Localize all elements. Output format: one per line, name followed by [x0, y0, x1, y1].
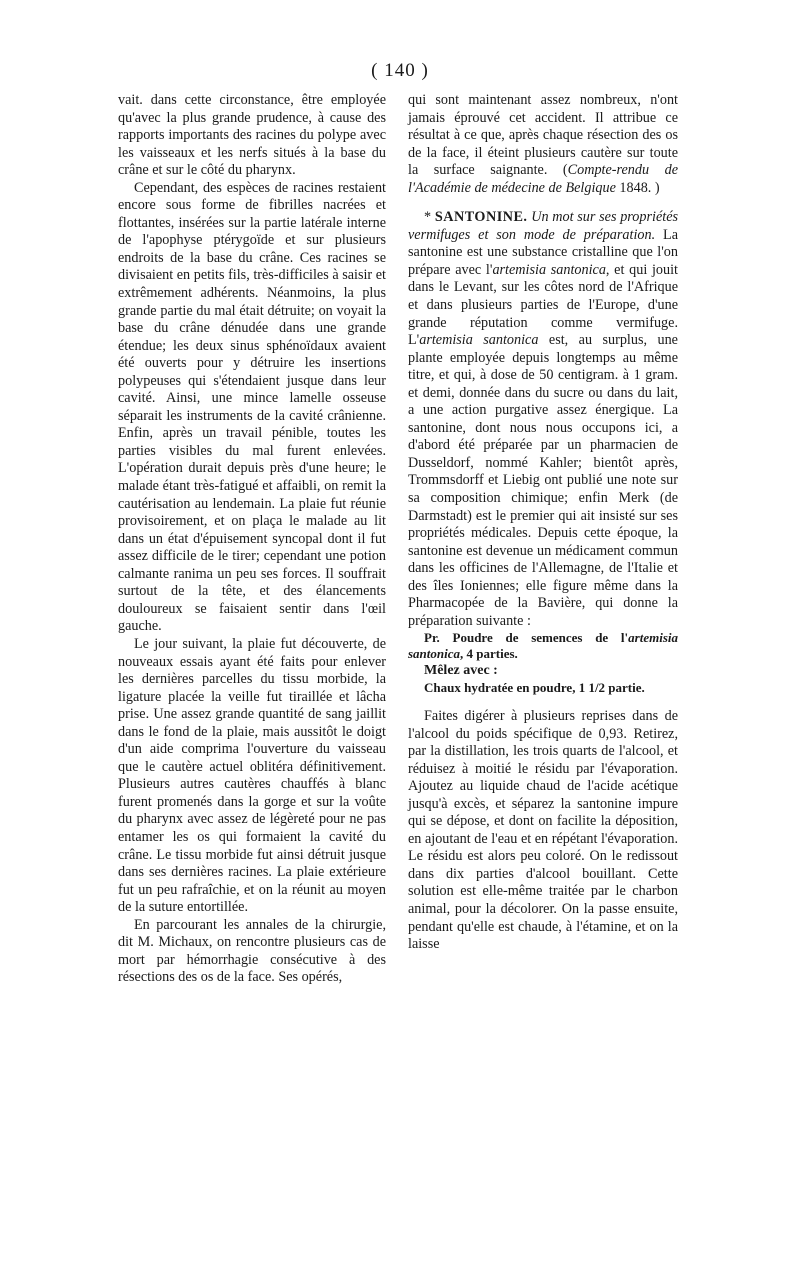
paragraph: Faites digérer à plusieurs reprises dans de l'alcool du poids spécifique de 0,93. Retirez, par la distillation, les trois quarts de l'alcool, et réduisez à moitié le résidu par l'évaporation. Ajoutez au liquide chaud de l'acide acétique jusqu'à excès, et séparez la santonine impure qui se dépose, et dont on facilite la déposition, en ajoutant de l'eau et en répétant l'évaporation. Le résidu est alors peu coloré. On le redissout dans dix parties d'alcool bouillant. Cette solution est elle-même traitée par le charbon animal, pour la décolorer. On la passe ensuite, pendant qu'elle est chaude, à l'étamine, et on la laisse: [408, 707, 678, 953]
left-column: [118, 92, 386, 987]
article-title: SANTONINE.: [434, 209, 528, 226]
page-number: ( 140 ): [371, 60, 429, 81]
paragraph: vait. dans cette circonstance, être employée qu'avec la plus grande prudence, à cause des rapports importants des racines du polype avec les vaisseaux et les nerfs situés à la base du crâne et sur le côté du pharynx.: [118, 92, 386, 179]
right-column: [408, 92, 678, 954]
plant-name: artemisia santonica: [419, 332, 539, 349]
ingredient-line: Chaux hydratée en poudre, 1 1/2 partie.: [424, 679, 645, 695]
recipe-label: Pr.: [424, 630, 440, 646]
text: , 4 parties.: [460, 646, 518, 662]
recipe-line: [408, 630, 678, 662]
text: La santonine est une substance cristalline que l'on prépare avec l': [408, 226, 678, 278]
mix-instruction: Mêlez avec :: [424, 663, 498, 679]
text: qui sont maintenant assez nombreux, n'ont jamais éprouvé cet accident. Il attribue ce résultat à ce que, après chaque résection des os de la face, il éteint plusieurs cautère sur toute la surface saignante. (: [408, 92, 678, 179]
asterisk-mark: *: [424, 209, 432, 226]
paragraph: En parcourant les annales de la chirurgie, dit M. Michaux, on rencontre plusieurs cas de mort par hémorrhagie consécutive à des résections des os de la face. Ses opérés,: [118, 916, 386, 986]
santonine-article: [408, 209, 678, 630]
paragraph: Cependant, des espèces de racines restaient encore sous forme de fibrilles nacrées et flottantes, insérées sur la partie latérale interne de l'apophyse ptérygoïde et sur plusieurs endroits de la base du crâne. Ces racines se divisaient en petits fils, très-difficiles à saisir et extrêmement adhérents. Néanmoins, la plus grande partie du mal était détruite; on voyait la base du crâne dénudée dans une grande étendue; les deux sinus sphénoïdaux avaient été ouverts pour y détruire les insertions polypeuses qui s'étendaient jusque dans leur cavité. Ainsi, une mince lamelle osseuse séparait les instruments de la cavité crânienne. Enfin, après un travail pénible, toutes les parties visibles du mal furent enlevées. L'opération durait depuis près d'une heure; le malade étant très-fatigué et affaibli, on remit la cautérisation au lendemain. La plaie fut réunie provisoirement, et on plaça le malade au lit dans un état d'épuisement syncopal dont il fut assez difficile de le tirer; cependant une potion calmante ranima un peu ses forces. Il souffrait surtout de la tête, et des élancements douloureux se faisaient sentir dans l'œil gauche.: [118, 179, 386, 635]
article-subtitle: Un mot sur ses propriétés vermifuges et son mode de préparation.: [408, 209, 679, 243]
text: 1848. ): [615, 179, 660, 196]
citation: Compte-rendu de l'Académie de médecine de Belgique: [408, 162, 678, 196]
paragraph: Le jour suivant, la plaie fut découverte, de nouveaux essais ayant été faits pour enlever les dernières parcelles du tissu morbide, la ligature placée la veille fut tiraillée et lâcha prise. Une assez grande quantité de sang jaillit dans le fond de la plaie, mais aussitôt le doigt d'un aide comprima l'ouverture du vaisseau que le cautère actuel oblitéra définitivement. Plusieurs autres cautères chauffés à blanc furent promenés dans la gorge et sur la voûte du pharynx avec assez de légèreté pour ne pas entamer les os qui formaient la cavité du crâne. Le tissu morbide fut ainsi détruit jusque dans ses dernières racines. La plaie extérieure fut un peu rafraîchie, et on la réunit au moyen de la suture entortillée.: [118, 635, 386, 916]
text: Poudre de semences de l': [439, 630, 629, 646]
text: , et qui jouit dans le Levant, sur les côtes nord de l'Afrique et dans plusieurs parties de l'Europe, d'une grande réputation comme vermifuge. L': [408, 261, 678, 349]
plant-name: artemisia santonica: [408, 630, 678, 662]
text: est, au surplus, une plante employée depuis longtemps au même titre, et qui, à dose de 50 centigram. à 1 gram. et demi, donnée dans du sucre ou dans du lait, a une action purgative assez énergique. La santonine, dont nous nous occupons ici, a d'abord été préparée par un pharmacien de Dusseldorf, nommé Kahler; bientôt après, Trommsdorff et Liebig ont publié une note sur sa composition chimique; enfin Merk (de Darmstadt) est le premier qui ait insisté sur ses propriétés médicales. Depuis cette époque, la santonine est devenue un médicament commun dans les officines de l'Allemagne, de l'Italie et des îles Ioniennes; elle figure même dans la Pharmacopée de la Bavière, qui donne la préparation suivante :: [408, 332, 678, 629]
plant-name: artemisia santonica: [492, 261, 606, 278]
paragraph: [408, 92, 678, 197]
